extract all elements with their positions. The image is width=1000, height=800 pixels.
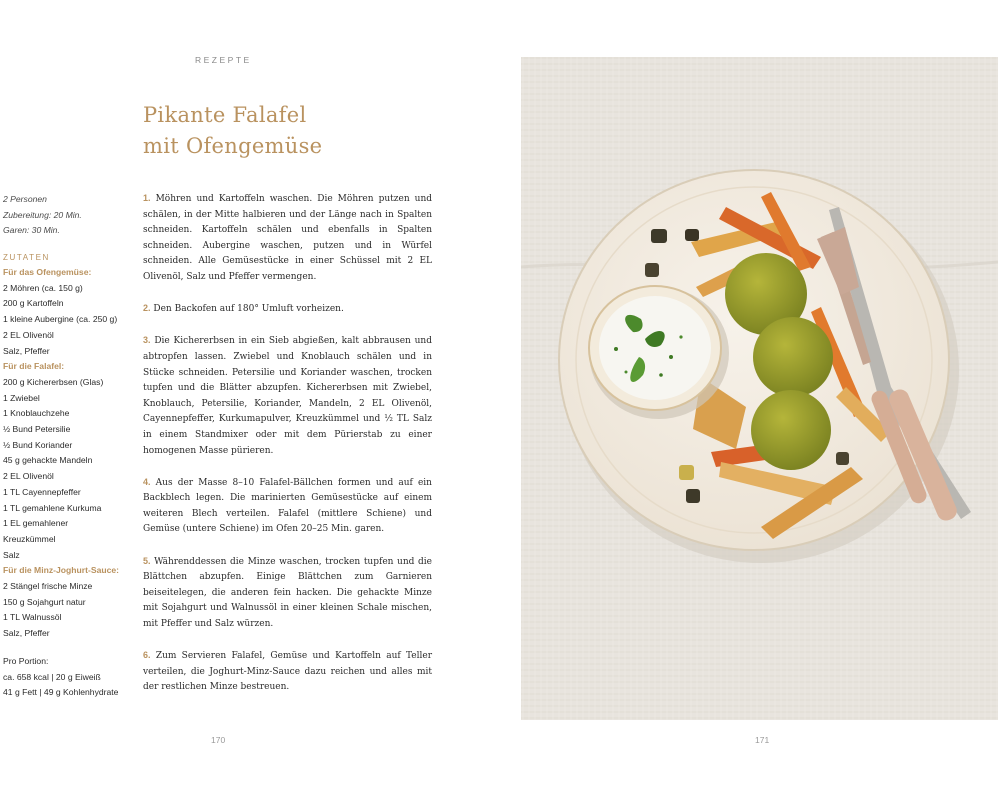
step-4	[143, 475, 432, 538]
ingredient-item: 2 EL Olivenöl	[3, 329, 54, 340]
ingredient-item: Kreuzkümmel	[3, 533, 56, 544]
ingredient-item: Salz, Pfeffer	[3, 628, 50, 639]
eggplant-cube	[685, 229, 699, 241]
preparation-steps	[143, 191, 432, 712]
ingredient-group-falafel	[3, 359, 138, 563]
chopped-mint	[614, 347, 618, 351]
nutrition-line: ca. 658 kcal | 20 g Eiweiß	[3, 671, 101, 682]
step-text: Zum Servieren Falafel, Gemüse und Kartoffeln auf Teller verteilen, die Joghurt-Minz-Sauce dazu reichen und alles mit der restlichen Minze bestreuen.	[143, 651, 432, 693]
step-3	[143, 333, 432, 459]
falafel-ball	[751, 390, 831, 470]
nutrition-heading: Pro Portion:	[3, 655, 49, 666]
chopped-mint	[679, 335, 682, 338]
step-5	[143, 554, 432, 633]
eggplant-cube	[686, 489, 700, 503]
chopped-mint	[669, 355, 673, 359]
page-number-left: 170	[211, 735, 226, 745]
ingredient-item: 1 EL gemahlener	[3, 518, 69, 529]
step-text: Die Kichererbsen in ein Sieb abgießen, kalt abbrausen und abtropfen lassen. Zwiebel und Knoblauch schälen und in Stücke schneiden. Petersilie und Koriander waschen, trocken tupfen und die Blätter abzupfen. Kichererbsen mit Zwiebel, Knoblauch, Petersilie, Koriander, Mandeln, 2 EL Olivenöl, Cayennepfeffer, Kurkumapulver, Kreuzkümmel und ½ TL Salz in einem Standmixer oder mit dem Pürierstab zu einer homogenen Masse pürieren.	[143, 336, 432, 456]
ingredient-item: 1 TL Walnussöl	[3, 612, 62, 623]
ingredient-item: 200 g Kichererbsen (Glas)	[3, 376, 104, 387]
step-text: Möhren und Kartoffeln waschen. Die Möhren putzen und schälen, in der Mitte halbieren und der Länge nach in Spalten schneiden. Kartoffeln schälen und ebenfalls in Spalten schneiden. Aubergine waschen, putzen und in Würfel schneiden. Alle Gemüsestücke in einer Schüssel mit 2 EL Olivenöl, Salz und Pfeffer vermengen.	[143, 194, 432, 282]
ingredient-item: 45 g gehackte Mandeln	[3, 455, 93, 466]
recipe-title	[143, 100, 322, 162]
ingredient-item: 1 Knoblauchzehe	[3, 408, 70, 419]
ingredient-item: 1 Zwiebel	[3, 392, 40, 403]
ingredient-item: ½ Bund Koriander	[3, 439, 73, 450]
step-number: 2.	[143, 303, 151, 314]
step-6	[143, 648, 432, 696]
mint-yogurt-bowl	[589, 286, 729, 419]
ingredient-item: 2 Stängel frische Minze	[3, 581, 93, 592]
step-2	[143, 301, 432, 318]
prep-time: Zubereitung: 20 Min.	[3, 209, 82, 220]
step-number: 1.	[143, 193, 151, 203]
ingredient-item: 2 EL Olivenöl	[3, 471, 54, 482]
chopped-mint	[625, 371, 628, 374]
step-text: Den Backofen auf 180° Umluft vorheizen.	[153, 304, 344, 315]
step-number: 5.	[143, 555, 151, 566]
ingredients-heading: ZUTATEN	[3, 252, 50, 262]
ingredient-group-heading: Für die Falafel:	[3, 361, 65, 372]
ingredient-item: 1 TL gemahlene Kurkuma	[3, 502, 102, 513]
ingredient-item: 1 TL Cayennepfeffer	[3, 486, 81, 497]
step-text: Aus der Masse 8–10 Falafel-Bällchen formen und auf ein Backblech legen. Die marinierten Gemüsestücke auf einem weiteren Blech verteilen. Falafel (mittlere Schiene) und Gemüse (untere Schiene) im Ofen 20–25 Min. garen.	[143, 477, 432, 535]
ingredient-group-sauce	[3, 563, 138, 642]
ingredient-item: 2 Möhren (ca. 150 g)	[3, 282, 83, 293]
ingredient-item: Salz	[3, 549, 20, 560]
title-line-1: Pikante Falafel	[143, 103, 307, 127]
eggplant-cube	[836, 452, 849, 465]
step-number: 6.	[143, 650, 151, 661]
eggplant-cube	[651, 229, 667, 243]
ingredients-sidebar	[3, 192, 138, 701]
step-number: 4.	[143, 476, 151, 487]
recipe-meta	[3, 192, 138, 239]
ingredient-item: Salz, Pfeffer	[3, 345, 50, 356]
ingredient-item: 150 g Sojahgurt natur	[3, 596, 86, 607]
eggplant-cube	[645, 263, 659, 277]
step-number: 3.	[143, 335, 151, 346]
food-photo	[521, 57, 998, 720]
cook-time: Garen: 30 Min.	[3, 225, 60, 235]
ingredient-item: ½ Bund Petersilie	[3, 424, 71, 435]
nutrition-line: 41 g Fett | 49 g Kohlenhydrate	[3, 687, 119, 698]
falafel-ball	[753, 317, 833, 397]
ingredient-group-vegetables	[3, 265, 138, 359]
servings: 2 Personen	[3, 194, 47, 204]
ingredient-group-heading: Für das Ofengemüse:	[3, 267, 92, 277]
page-number-right: 171	[755, 735, 770, 745]
ingredient-group-heading: Für die Minz-Joghurt-Sauce:	[3, 565, 120, 576]
step-text: Währenddessen die Minze waschen, trocken tupfen und die Blättchen abzupfen. Einige Blättchen zum Garnieren beiseitelegen, die anderen fein hacken. Die gehackte Minze mit Sojahgurt und Walnussöl in einer kleinen Schale mischen, mit Pfeffer und Salz würzen.	[143, 556, 432, 630]
eggplant-cube	[679, 465, 694, 480]
ingredient-item: 1 kleine Aubergine (ca. 250 g)	[3, 314, 118, 325]
step-1	[143, 191, 432, 286]
section-label: REZEPTE	[195, 55, 252, 65]
ingredient-item: 200 g Kartoffeln	[3, 298, 64, 309]
title-line-2: mit Ofengemüse	[143, 134, 323, 158]
chopped-mint	[659, 373, 663, 377]
nutrition-info	[3, 654, 138, 701]
